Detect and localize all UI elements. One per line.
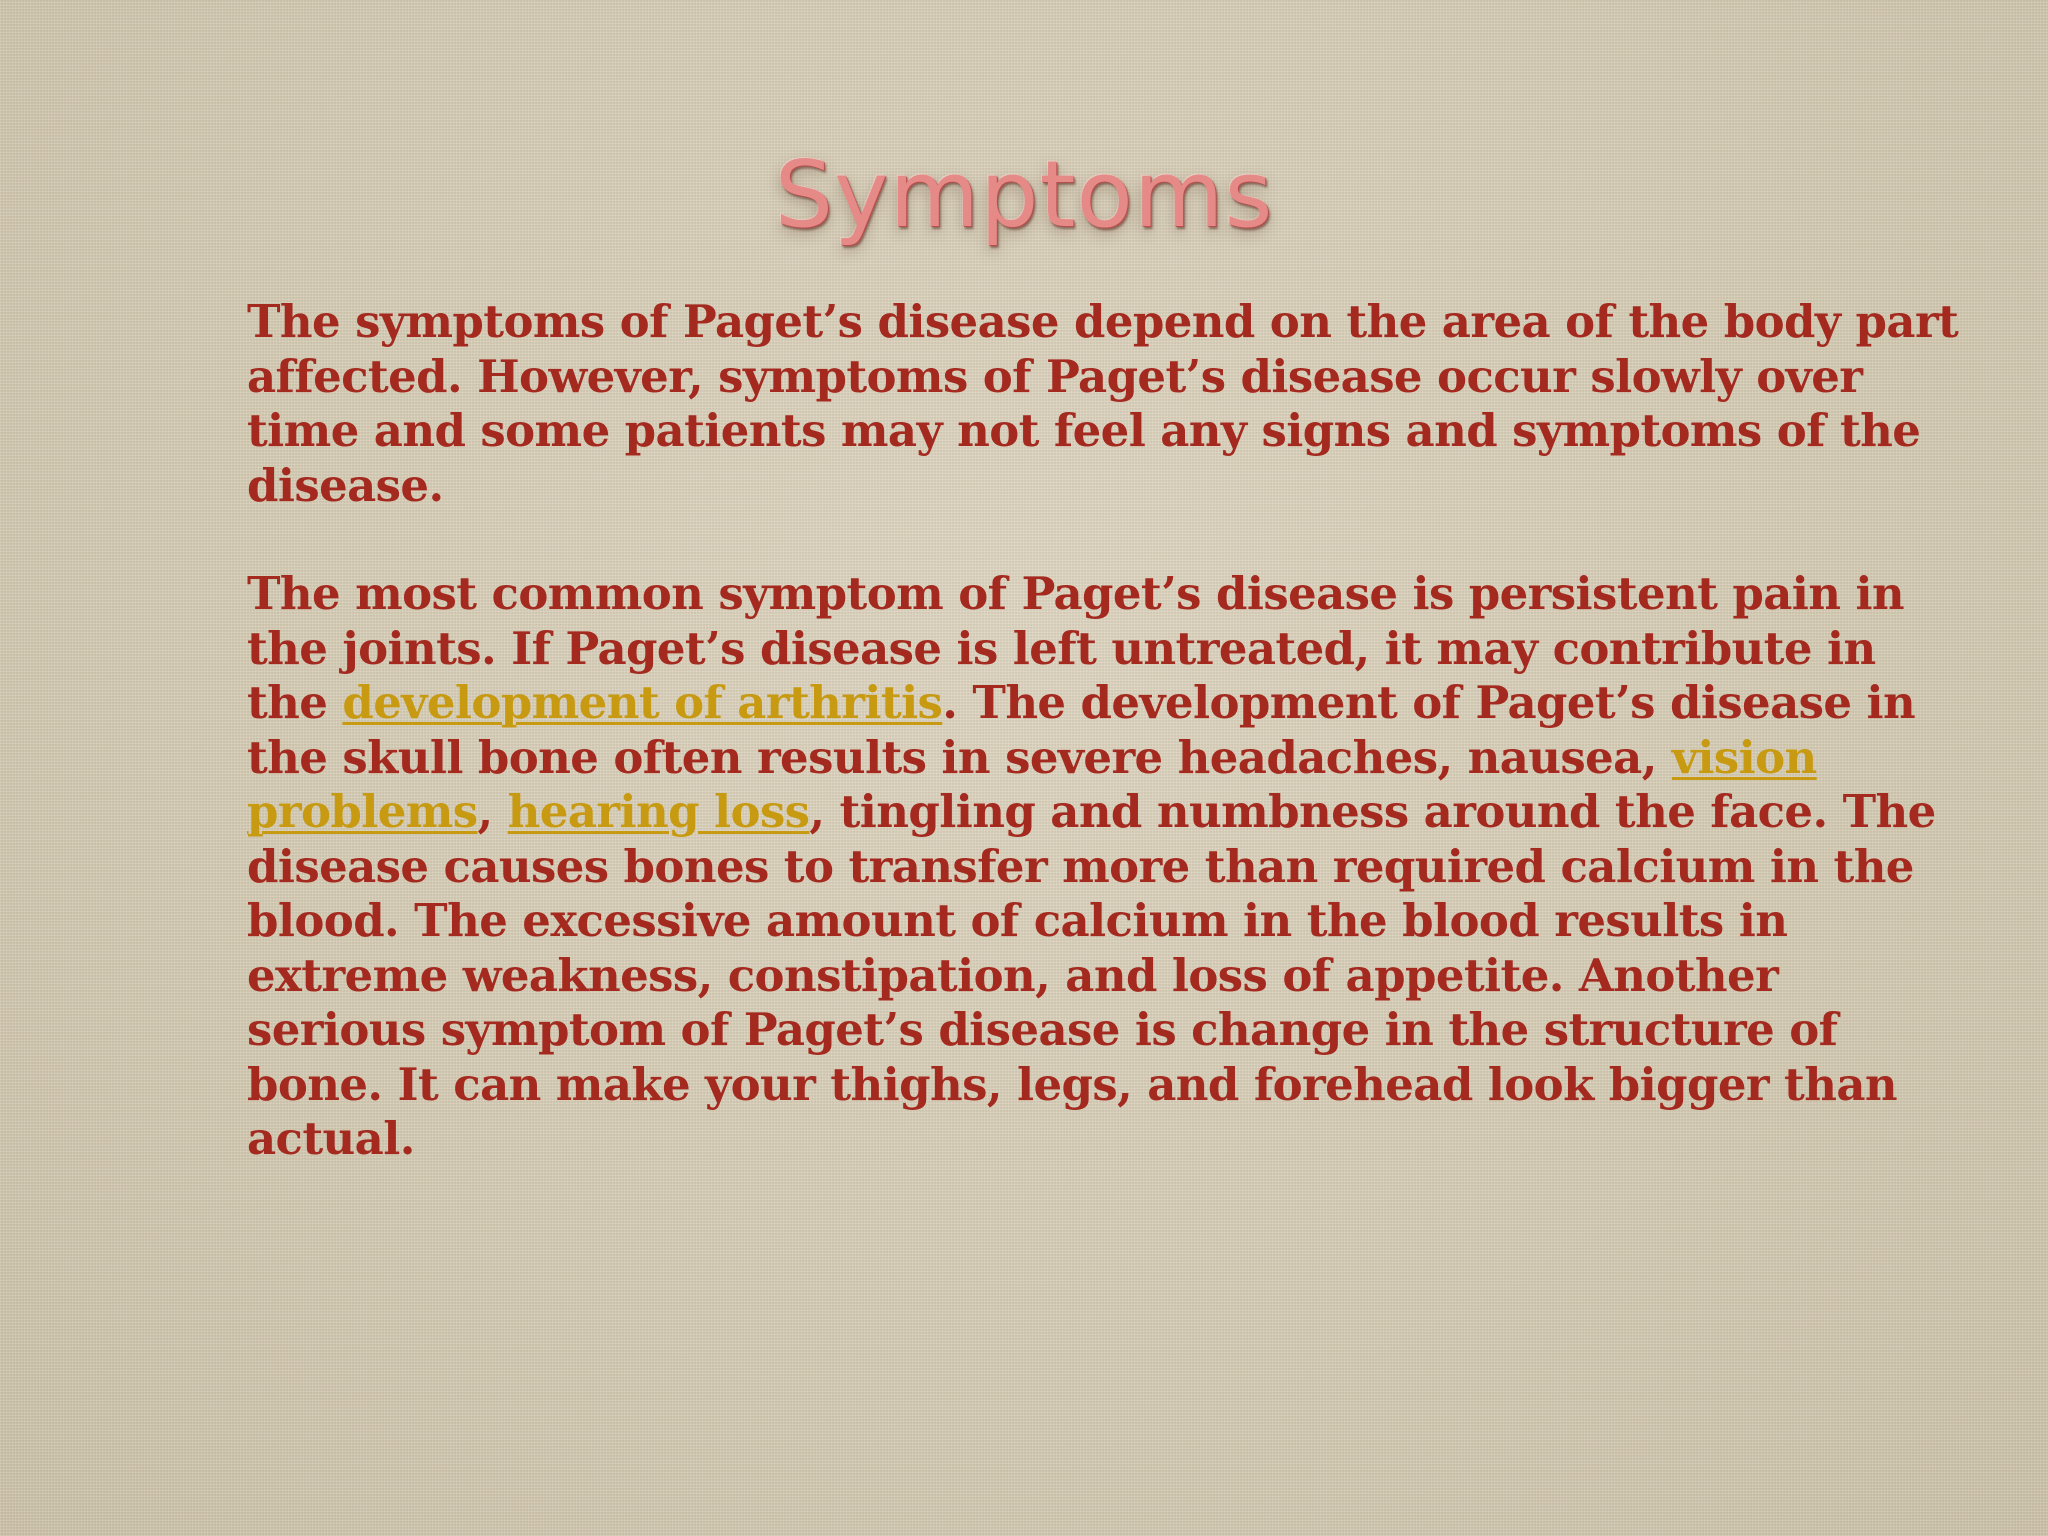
slide-title: Symptoms — [774, 141, 1274, 248]
link-hearing-loss[interactable]: hearing loss — [507, 785, 810, 838]
link-development-of-arthritis[interactable]: development of arthritis — [342, 676, 943, 729]
paragraph-symptoms — [247, 567, 1967, 1167]
separator-text: , — [477, 785, 508, 838]
link-vision-problems[interactable]: vision problems — [247, 730, 1817, 838]
paragraph-intro: The symptoms of Paget’s disease depend on the area of the body part affected. However, symptoms of Paget’s disease occur slowly over time and some patients may not feel any signs and symptoms of the disease. — [247, 295, 1959, 512]
paragraph-text: , tingling and numbness around the face. The disease causes bones to transfer more than required calcium in the blood. The excessive amount of calcium in the blood results in extreme weakness, constipation, and loss of appetite. Another serious symptom of Paget’s disease is change in the structure of bone. It can make your thighs, legs, and forehead look bigger than actual. — [247, 785, 1936, 1165]
slide-body — [247, 295, 1967, 1221]
paragraph-text: The most common symptom of Paget’s disease is persistent pain in the joints. If Paget’s disease is left untreated, it may contribute in the — [247, 567, 1905, 729]
paragraph-text: . The development of Paget’s disease in the skull bone often results in severe headaches, nausea, — [247, 676, 1916, 784]
